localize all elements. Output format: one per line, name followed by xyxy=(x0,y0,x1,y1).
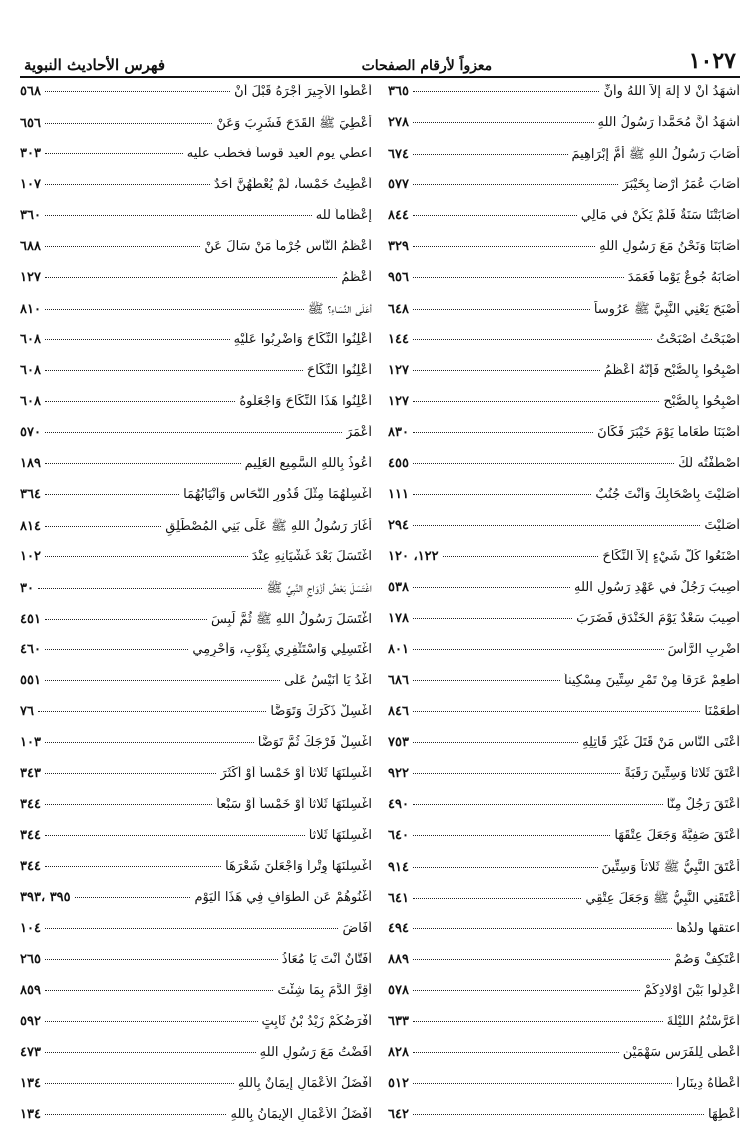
index-entry xyxy=(20,828,372,859)
index-entry xyxy=(20,1045,372,1076)
hadith-text: أصَلَّيْتَ xyxy=(704,518,740,533)
page-reference: ١٠٢ xyxy=(20,549,41,564)
index-columns xyxy=(20,84,740,1138)
hadith-text: أصْبِحُوا بِالصُّبْحِ xyxy=(663,394,740,409)
index-entry xyxy=(20,456,372,487)
leader-dots xyxy=(45,401,235,402)
index-entry xyxy=(20,239,372,270)
leader-dots xyxy=(45,246,200,247)
leader-dots xyxy=(413,804,663,805)
leader-dots xyxy=(413,122,594,123)
page-number: ١٠٢٧ xyxy=(688,48,736,74)
index-entry xyxy=(388,580,740,611)
index-entry xyxy=(20,921,372,952)
page-reference: ١٣٤ xyxy=(20,1076,41,1091)
hadith-text: أصْبَحَ يَعْنِي النَّبِيَّ ﷺ عَرُوساً xyxy=(593,302,740,317)
page-reference: ١١١ xyxy=(388,487,409,502)
leader-dots xyxy=(45,835,305,836)
index-entry xyxy=(388,115,740,146)
page-reference: ٤٥٥ xyxy=(388,456,409,471)
page-reference: ٨١٠ xyxy=(20,302,41,317)
leader-dots xyxy=(45,680,280,681)
index-entry xyxy=(388,890,740,921)
leader-dots xyxy=(45,153,183,154)
leader-dots xyxy=(75,897,191,898)
leader-dots xyxy=(45,339,230,340)
leader-dots xyxy=(413,339,652,340)
index-column-right xyxy=(388,84,740,1138)
index-entry xyxy=(20,859,372,890)
hadith-text: أطْعَمْنَا xyxy=(704,704,740,719)
hadith-text: أصَابَ عُمَرُ أرْضاً بِخَيْبَرَ xyxy=(622,177,740,192)
index-entry xyxy=(388,983,740,1014)
leader-dots xyxy=(413,91,600,92)
hadith-text: اضْرِبِ الرَّأْسَ xyxy=(667,642,740,657)
hadith-text: أعُوذُ بِاللهِ السَّمِيعِ العَلِيمِ xyxy=(244,456,372,471)
index-entry xyxy=(20,611,372,642)
page-reference: ٧٥٣ xyxy=(388,735,409,750)
hadith-text: اغْسِلْ ذَكَرَكَ وَتَوَضَّأْ xyxy=(270,704,372,719)
hadith-text: اغْسِلْنَهَا وِتْراً وَاجْعَلْنَ شَعْرَهَا xyxy=(225,859,372,874)
page-reference: ٤٩٤ xyxy=(388,921,409,936)
page-reference: ٨٥٩ xyxy=(20,983,41,998)
leader-dots xyxy=(413,711,700,712)
page-reference: ٣٩٥ ،٣٩٣ xyxy=(20,890,71,905)
leader-dots xyxy=(413,1083,672,1084)
leader-dots xyxy=(45,1021,258,1022)
page-reference: ١٨٩ xyxy=(20,456,41,471)
index-entry xyxy=(20,797,372,828)
leader-dots xyxy=(45,370,303,371)
leader-dots xyxy=(413,898,581,899)
hadith-text: اعْتَكِفْ وَصُمْ xyxy=(673,952,740,967)
hadith-text: أصَلَّيْتَ بِأَصْحَابِكَ وَأَنْتَ جُنُبٌ xyxy=(595,487,740,502)
index-entry xyxy=(20,766,372,797)
index-entry xyxy=(20,177,372,208)
page-reference: ٣٠ xyxy=(20,581,34,596)
index-entry xyxy=(20,549,372,580)
page-reference: ٣٤٤ xyxy=(20,828,41,843)
hadith-text: أفَضْتُ مَعَ رَسُولِ اللهِ xyxy=(259,1045,372,1060)
hadith-text: أصْبَحْتُ أصْبَحْتُ xyxy=(656,332,740,347)
hadith-text: أُصِيبَ رَجُلٌ في عَهْدِ رَسُولِ اللهِ xyxy=(574,580,740,595)
leader-dots xyxy=(45,494,179,495)
page-reference: ٨١٤ xyxy=(20,519,41,534)
leader-dots xyxy=(45,742,254,743)
index-column-left xyxy=(20,84,372,1138)
index-entry xyxy=(388,270,740,301)
index-entry xyxy=(388,456,740,487)
index-entry xyxy=(388,177,740,208)
leader-dots xyxy=(45,773,216,774)
index-entry xyxy=(388,766,740,797)
leader-dots xyxy=(413,618,572,619)
leader-dots xyxy=(45,959,278,960)
leader-dots xyxy=(413,463,674,464)
index-entry xyxy=(388,394,740,425)
leader-dots xyxy=(45,556,248,557)
page-reference: ٣٠٣ xyxy=(20,146,41,161)
hadith-text: أغْنُوهُمْ عَنِ الطَّوَافِ فِي هَذَا اليَوْمِ xyxy=(194,890,372,905)
leader-dots xyxy=(413,1021,663,1022)
page-reference: ٦٤١ xyxy=(388,891,409,906)
leader-dots xyxy=(413,959,670,960)
hadith-text: اعطي يوم العيد قوساً فخطب عليه xyxy=(186,146,372,161)
index-entry xyxy=(20,84,372,115)
hadith-text: أفْرَضُكُمْ زَيْدُ بْنُ ثَابِتٍ xyxy=(261,1014,372,1029)
leader-dots xyxy=(38,588,262,589)
hadith-text: اعتقها ولدُها xyxy=(676,921,740,936)
hadith-text: أصَابَتْنَا سَنَةٌ فَلَمْ يَكُنْ في مَالِي xyxy=(580,208,740,223)
leader-dots xyxy=(443,556,599,557)
hadith-text: اغْسِلْنَهَا ثَلاثاً أوْ خَمْساً أوْ أكْثَرَ xyxy=(220,766,372,781)
index-entry xyxy=(20,1076,372,1107)
hadith-text: أغَارَ رَسُولُ اللهِ ﷺ عَلَى بَنِي المُصْطَلِقِ xyxy=(165,519,372,534)
index-entry xyxy=(388,208,740,239)
leader-dots xyxy=(45,432,342,433)
page-reference: ٥٩٢ xyxy=(20,1014,41,1029)
hadith-text: أغْسِلُهُمَا مِثْلَ قُدُورِ النُّحَاسِ وَأَنْيَابُهُمَا xyxy=(183,487,372,502)
page-reference: ٨٤٤ xyxy=(388,208,409,223)
leader-dots xyxy=(413,401,659,402)
leader-dots xyxy=(413,680,560,681)
page-reference: ٥١٢ xyxy=(388,1076,409,1091)
page-reference: ٨٤٦ xyxy=(388,704,409,719)
page-reference: ١٢٧ xyxy=(388,363,409,378)
page-reference: ٦٥٦ xyxy=(20,116,41,131)
hadith-text: أصْبَنَا طَعَاماً يَوْمَ خَيْبَرَ فَكَانَ xyxy=(597,425,740,440)
page-reference: ٤٥١ xyxy=(20,612,41,627)
index-entry xyxy=(20,332,372,363)
page-reference: ٣٤٤ xyxy=(20,859,41,874)
hadith-text: اعْدِلُوا بَيْنَ أوْلادِكُمْ xyxy=(643,983,740,998)
page-reference: ٤٩٠ xyxy=(388,797,409,812)
hadith-text: أعْلِنُوا هَذَا النِّكَاحَ وَاجْعَلُوهُ xyxy=(239,394,372,409)
hadith-text: اغْدُ يَا أُنَيْسُ عَلَى xyxy=(284,673,372,688)
index-entry xyxy=(388,921,740,952)
index-entry xyxy=(20,487,372,518)
page-reference: ١٧٨ xyxy=(388,611,409,626)
index-entry xyxy=(20,115,372,146)
leader-dots xyxy=(413,742,578,743)
index-page xyxy=(20,40,740,1138)
leader-dots xyxy=(413,587,570,588)
hadith-text: أشهَدُ أنْ لا إلهَ إلاَّ اللهُ وأنِّ xyxy=(603,84,740,99)
hadith-text: أقِرَّ الدَّمَ بِمَا شِئْتَ xyxy=(277,983,372,998)
leader-dots xyxy=(45,928,339,929)
hadith-text: أعْطُوا الأجِيرَ أجْرَهُ قَبْلَ أنْ xyxy=(234,84,372,99)
index-entry xyxy=(20,952,372,983)
hadith-text: أعَرَّسْتُمُ اللَّيْلَةَ xyxy=(666,1014,740,1029)
hadith-text: أفَاضَ xyxy=(342,921,372,936)
page-reference: ٩١٤ xyxy=(388,860,409,875)
index-entry xyxy=(388,301,740,332)
index-entry xyxy=(20,642,372,673)
hadith-text: أعْتَقَ ثَلاثاً وَسِتِّينَ رَقَبَةً xyxy=(624,766,740,781)
page-reference: ٥٧٨ xyxy=(388,983,409,998)
hadith-text: أعَلَى النِّسَاءِ؟ ﷺ xyxy=(307,302,372,317)
page-reference: ٣٤٤ xyxy=(20,797,41,812)
leader-dots xyxy=(413,494,591,495)
page-reference: ١٠٤ xyxy=(20,921,41,936)
page-reference: ٢٧٨ xyxy=(388,115,409,130)
index-entry xyxy=(20,363,372,394)
page-reference: ٦٨٦ xyxy=(388,673,409,688)
page-reference: ٣٦٥ xyxy=(388,84,409,99)
hadith-text: أفَتَّانٌ أنْتَ يَا مُعَاذُ xyxy=(281,952,372,967)
index-entry xyxy=(388,673,740,704)
page-reference: ٦٨٨ xyxy=(20,239,41,254)
page-reference: ١٢٧ xyxy=(388,394,409,409)
hadith-text: أصْبِحُوا بِالصُّبْحِ فَإِنَّهُ أعْظَمُ xyxy=(603,363,740,378)
leader-dots xyxy=(38,711,266,712)
hadith-text: أفْضَلُ الأعْمَالِ الإيمَانُ بِاللهِ xyxy=(230,1107,372,1122)
page-reference: ٢٩٤ xyxy=(388,518,409,533)
hadith-text: اغْتَسَلَ بَعْضُ أزْوَاجِ النَّبِيِّ ﷺ xyxy=(266,581,372,596)
leader-dots xyxy=(413,370,600,371)
page-header xyxy=(20,40,740,78)
hadith-text: اصْطَفْتُه لَكَ xyxy=(678,456,740,471)
page-reference: ٢٦٥ xyxy=(20,952,41,967)
hadith-text: أعْظَمُ النَّاسِ جُرْماً مَنْ سَأَلَ عَنْ xyxy=(204,239,372,254)
page-reference: ٦٠٨ xyxy=(20,332,41,347)
page-reference: ٥٣٨ xyxy=(388,580,409,595)
index-entry xyxy=(388,797,740,828)
index-entry xyxy=(388,239,740,270)
index-entry xyxy=(20,890,372,921)
page-reference: ٤٦٠ xyxy=(20,642,41,657)
leader-dots xyxy=(45,1052,256,1053)
index-entry xyxy=(20,518,372,549)
index-entry xyxy=(20,735,372,766)
leader-dots xyxy=(45,990,274,991)
index-entry xyxy=(388,1014,740,1045)
hadith-text: أعْتَقَ النَّبِيُّ ﷺ ثَلاثاً وَسِتِّينَ xyxy=(601,860,740,875)
hadith-text: أعْظَمُ xyxy=(341,270,372,285)
page-reference: ٩٢٢ xyxy=(388,766,409,781)
index-entry xyxy=(20,394,372,425)
hadith-text: أطْعِمْ عَرَقاً مِنْ تَمْرٍ سِتِّينَ مِسْكِيناً xyxy=(564,673,740,688)
page-reference: ٥٧٧ xyxy=(388,177,409,192)
index-entry xyxy=(20,580,372,611)
page-reference: ١٢٢، ١٢٠ xyxy=(388,549,439,564)
page-reference: ١٤٤ xyxy=(388,332,409,347)
index-entry xyxy=(20,1014,372,1045)
leader-dots xyxy=(45,1114,227,1115)
index-entry xyxy=(388,859,740,890)
page-reference: ٣٢٩ xyxy=(388,239,409,254)
hadith-text: اغْسِلْ فَرْجَكَ ثُمَّ تَوَضَّأْ xyxy=(257,735,372,750)
index-entry xyxy=(20,704,372,735)
leader-dots xyxy=(413,990,640,991)
index-entry xyxy=(388,146,740,177)
leader-dots xyxy=(413,773,620,774)
page-reference: ١٠٧ xyxy=(20,177,41,192)
hadith-text: أصَابَ رَسُولُ اللهِ ﷺ أُمَّ إبْرَاهِيمَ xyxy=(571,147,740,162)
leader-dots xyxy=(413,432,593,433)
leader-dots xyxy=(413,309,590,310)
hadith-text: اغْسِلْنَهَا ثَلاثاً xyxy=(308,828,372,843)
index-entry xyxy=(20,208,372,239)
index-entry xyxy=(20,983,372,1014)
page-reference: ٨٠١ xyxy=(388,642,409,657)
hadith-text: أعْطَاهُ دِينَاراً xyxy=(675,1076,740,1091)
index-entry xyxy=(388,735,740,766)
index-entry xyxy=(388,952,740,983)
leader-dots xyxy=(45,649,188,650)
hadith-text: أعْلِنُوا النِّكَاحَ xyxy=(306,363,372,378)
leader-dots xyxy=(45,619,207,620)
hadith-text: أصَابَهُ جُوعٌ يَوْماً فَعَمَدَ xyxy=(627,270,740,285)
leader-dots xyxy=(413,1114,704,1115)
page-reference: ٦٧٤ xyxy=(388,147,409,162)
hadith-text: أعْطِهَا xyxy=(708,1107,740,1122)
leader-dots xyxy=(413,867,598,868)
leader-dots xyxy=(45,184,210,185)
index-entry xyxy=(388,518,740,549)
index-entry xyxy=(388,84,740,115)
page-reference: ١٠٣ xyxy=(20,735,41,750)
hadith-text: اغْتَسَلَ بَعْدَ غَشْيَانِهِ عِنْدَ xyxy=(251,549,372,564)
leader-dots xyxy=(413,184,618,185)
hadith-text: اغْتَسَلَ رَسُولُ اللهِ ﷺ ثُمَّ لَبِسَ xyxy=(210,612,372,627)
page-reference: ٩٥٦ xyxy=(388,270,409,285)
index-entry xyxy=(20,673,372,704)
index-entry xyxy=(388,704,740,735)
page-reference: ٣٤٣ xyxy=(20,766,41,781)
page-reference: ٦٠٨ xyxy=(20,394,41,409)
index-entry xyxy=(20,425,372,456)
leader-dots xyxy=(45,1083,234,1084)
leader-dots xyxy=(413,215,577,216)
leader-dots xyxy=(413,525,700,526)
leader-dots xyxy=(45,123,212,124)
page-reference: ٤٧٣ xyxy=(20,1045,41,1060)
leader-dots xyxy=(45,309,304,310)
index-entry xyxy=(20,301,372,332)
hadith-text: أعْلِنُوا النِّكَاحَ وَاضْرِبُوا عَلَيْهِ xyxy=(233,332,372,347)
hadith-text: أُعْطِيتُ خَمْساً، لَمْ يُعْطَهُنَّ أحَدٌ xyxy=(213,177,372,192)
center-header-title: معزواً لأرقام الصفحات xyxy=(361,58,493,74)
index-entry xyxy=(388,332,740,363)
page-reference: ٦٤٢ xyxy=(388,1107,409,1122)
hadith-text: أشهَدُ أنَّ مُحَمَّداً رَسُولُ اللهِ xyxy=(597,115,740,130)
index-entry xyxy=(388,425,740,456)
page-reference: ٨٨٩ xyxy=(388,952,409,967)
hadith-text: أُعْطِيَ ﷺ القَدَحَ فَشَرِبَ وَعَنْ xyxy=(216,116,372,131)
index-entry xyxy=(20,146,372,177)
index-entry xyxy=(388,1107,740,1138)
index-entry xyxy=(388,549,740,580)
page-reference: ٨٢٨ xyxy=(388,1045,409,1060)
page-reference: ٥٦٨ xyxy=(20,84,41,99)
page-reference: ٦٤٠ xyxy=(388,828,409,843)
page-reference: ١٣٤ xyxy=(20,1107,41,1122)
hadith-text: أُصِيبَ سَعْدٌ يَوْمَ الخَنْدَقِ فَضَرَبَ xyxy=(576,611,740,626)
section-header-title: فهرس الأحاديث النبوية xyxy=(24,56,166,74)
page-reference: ٥٥١ xyxy=(20,673,41,688)
leader-dots xyxy=(413,154,568,155)
index-entry xyxy=(388,363,740,394)
leader-dots xyxy=(45,866,221,867)
leader-dots xyxy=(413,928,672,929)
index-entry xyxy=(388,1076,740,1107)
index-entry xyxy=(20,270,372,301)
page-reference: ٦٤٨ xyxy=(388,302,409,317)
hadith-text: أعْتَقَنِي النَّبِيُّ ﷺ وَجَعَلَ عِتْقِي xyxy=(585,891,740,906)
leader-dots xyxy=(45,526,161,527)
page-reference: ٣٦٤ xyxy=(20,487,41,502)
page-reference: ٨٣٠ xyxy=(388,425,409,440)
leader-dots xyxy=(45,277,337,278)
hadith-text: اغْسِلْنَهَا ثَلاثاً أوْ خَمْساً أوْ سَبْعاً xyxy=(216,797,372,812)
index-entry xyxy=(388,642,740,673)
page-reference: ٦٣٣ xyxy=(388,1014,409,1029)
index-entry xyxy=(388,611,740,642)
hadith-text: أعْطَى لِلْفَرَسِ سَهْمَيْنِ xyxy=(622,1045,740,1060)
leader-dots xyxy=(413,277,624,278)
hadith-text: أفْضَلُ الأعْمَالِ إيمَانٌ بِاللهِ xyxy=(237,1076,372,1091)
leader-dots xyxy=(45,215,312,216)
hadith-text: اغْتَسِلِي وَاسْتَثْفِرِي بِثَوْبٍ، وَأَحْرِمِي xyxy=(192,642,372,657)
index-entry xyxy=(388,1045,740,1076)
page-reference: ٧٦ xyxy=(20,704,34,719)
leader-dots xyxy=(413,649,664,650)
page-reference: ٣٦٠ xyxy=(20,208,41,223)
leader-dots xyxy=(413,246,595,247)
hadith-text: إعْظَاماً لله xyxy=(315,208,372,223)
index-entry xyxy=(388,828,740,859)
hadith-text: أعْتَى النَّاسِ مَنْ قَتَلَ غَيْرَ قَاتِلِهِ xyxy=(582,735,740,750)
leader-dots xyxy=(45,463,241,464)
hadith-text: أعْتَقَ رَجُلٌ مِنَّا xyxy=(666,797,740,812)
leader-dots xyxy=(413,835,610,836)
hadith-text: أصَابَنَا وَنَحْنُ مَعَ رَسُولِ اللهِ xyxy=(599,239,740,254)
leader-dots xyxy=(413,1052,619,1053)
index-entry xyxy=(388,487,740,518)
hadith-text: أعْمَرَ xyxy=(345,425,372,440)
page-reference: ٥٧٠ xyxy=(20,425,41,440)
hadith-text: اصْنَعُوا كُلَّ شَيْءٍ إلاَّ النِّكَاحَ xyxy=(602,549,740,564)
index-entry xyxy=(20,1107,372,1138)
page-reference: ١٢٧ xyxy=(20,270,41,285)
hadith-text: أعْتَقَ صَفِيَّةَ وَجَعَلَ عِتْقَهَا xyxy=(614,828,740,843)
leader-dots xyxy=(45,91,230,92)
leader-dots xyxy=(45,804,212,805)
page-reference: ٦٠٨ xyxy=(20,363,41,378)
